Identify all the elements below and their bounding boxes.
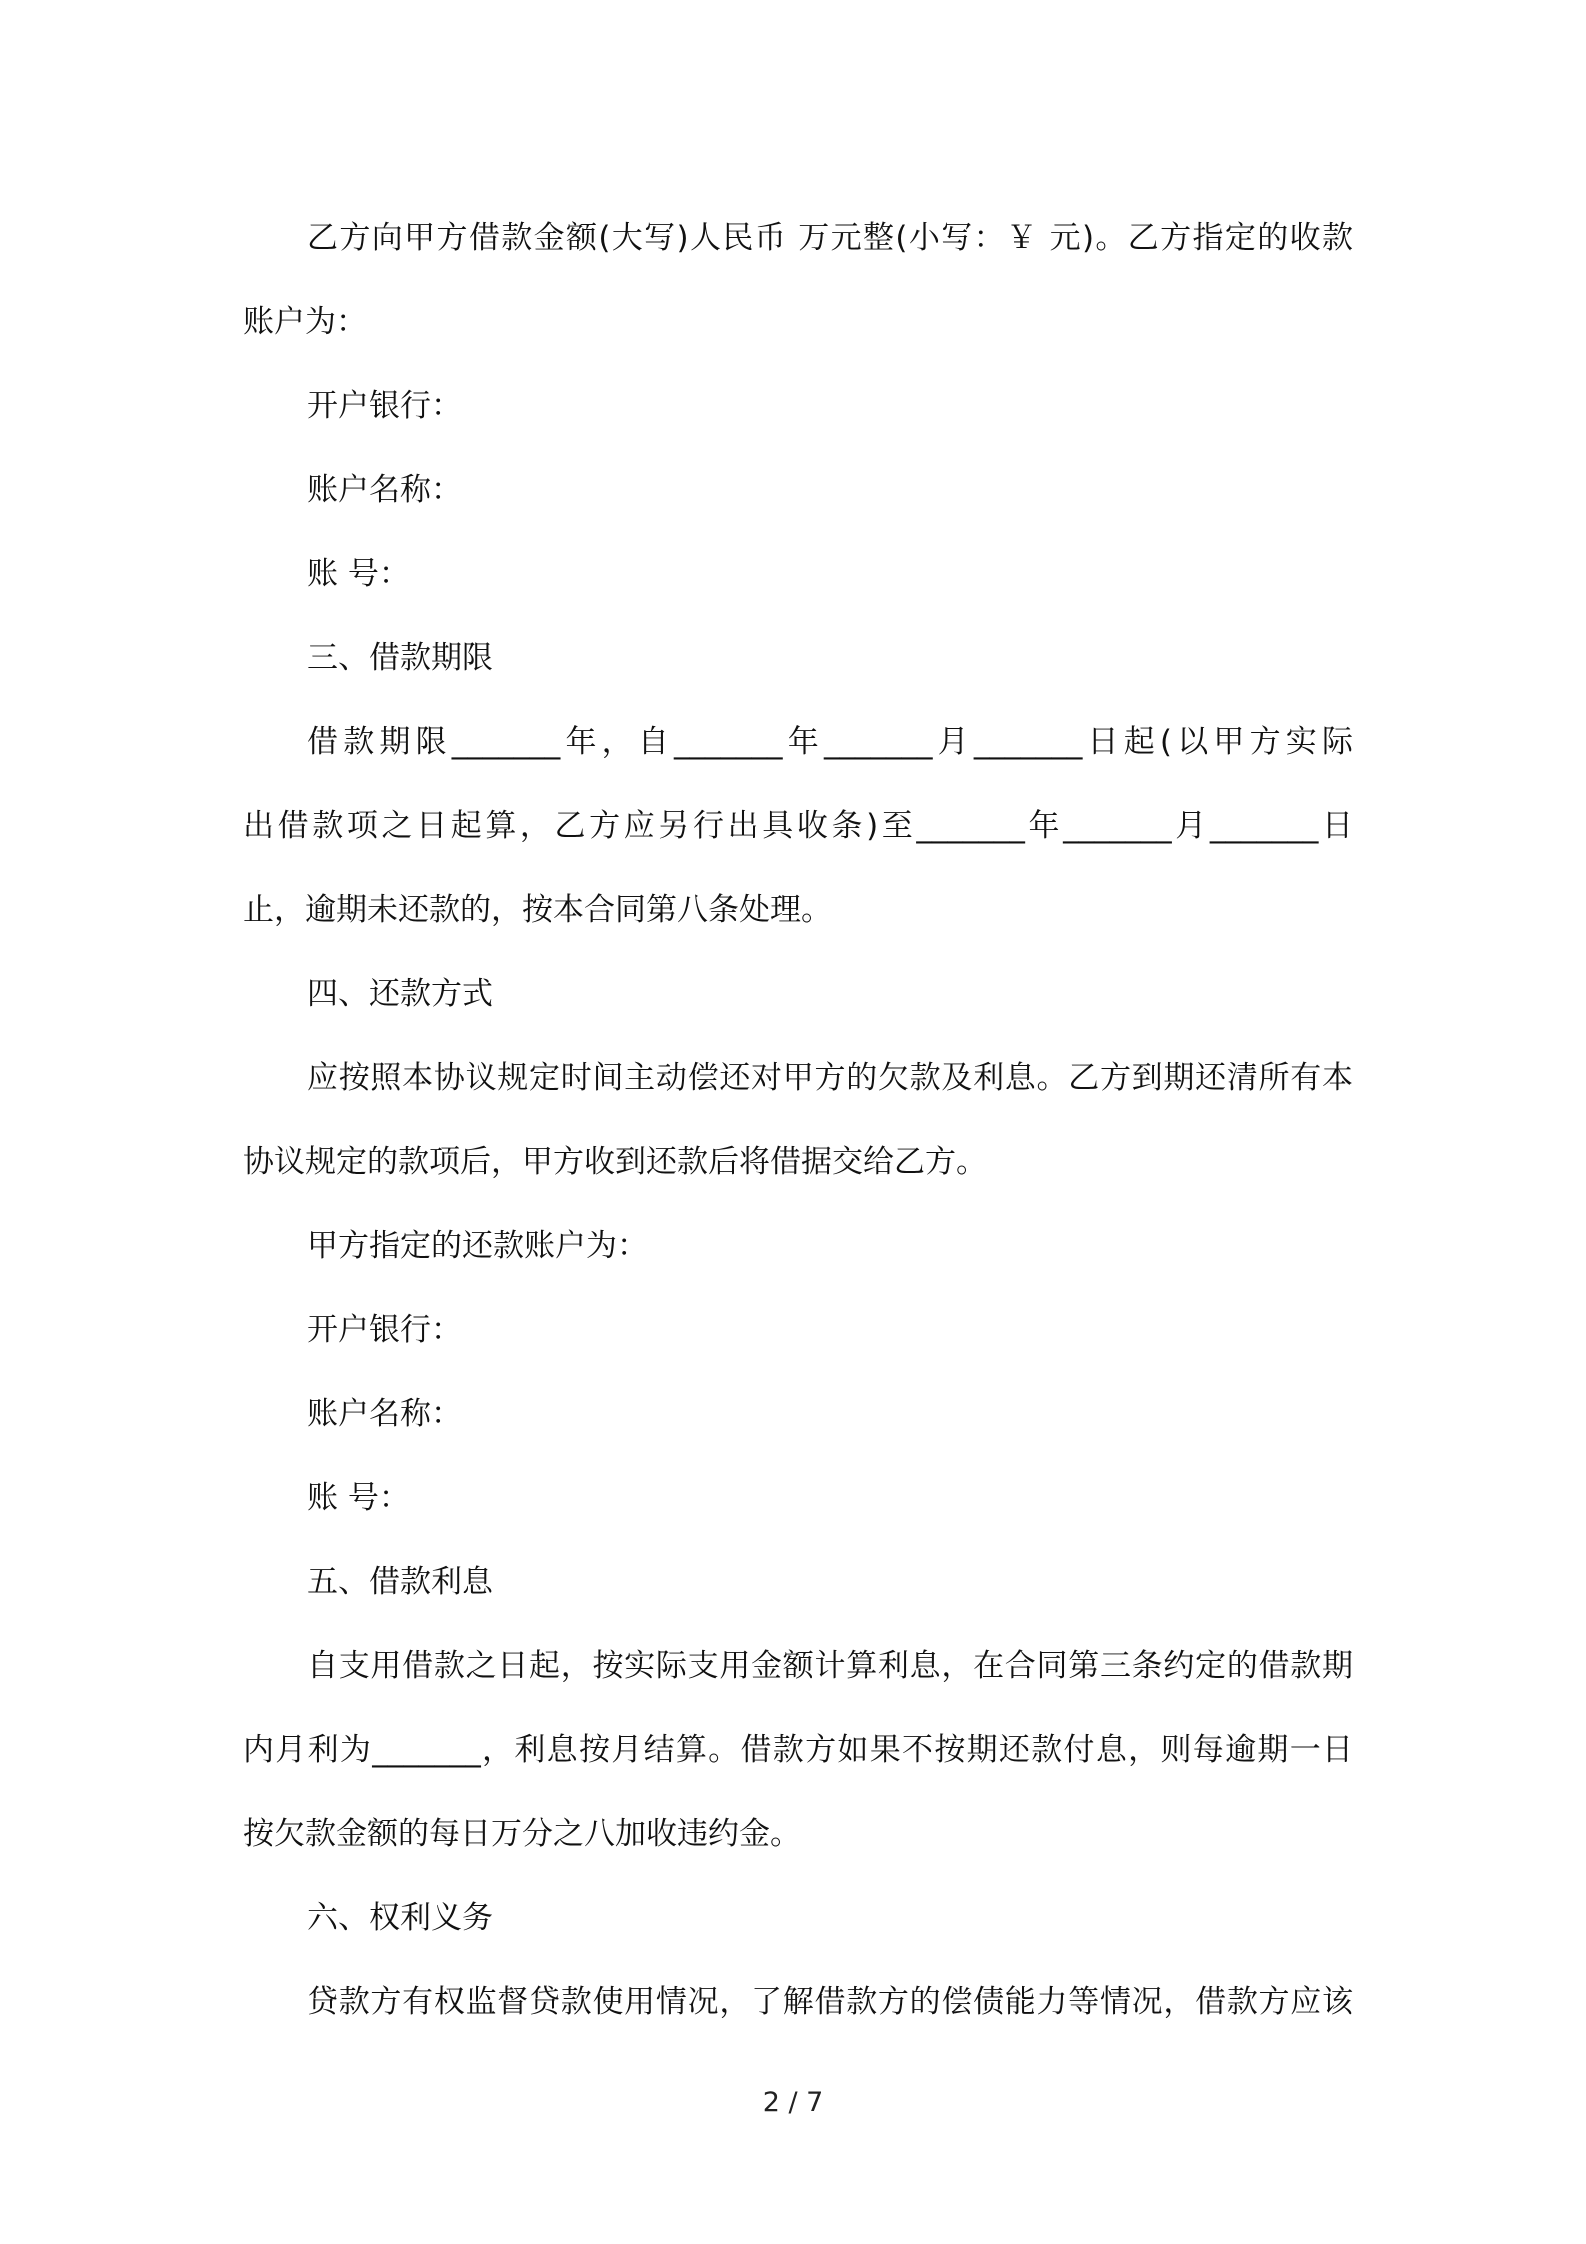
paragraph-line: 借款期限_______年，自_______年_______月_______日起(以甲方实际 bbox=[307, 724, 1353, 760]
paragraph-line: 出借款项之日起算，乙方应另行出具收条)至_______年_______月_______日 bbox=[243, 808, 1353, 844]
paragraph-line: 开户银行： bbox=[307, 388, 462, 424]
document-body bbox=[243, 196, 1353, 2044]
paragraph-line: 按欠款金额的每日万分之八加收违约金。 bbox=[243, 1816, 801, 1852]
paragraph-line: 账户名称： bbox=[307, 1396, 462, 1432]
paragraph-line: 自支用借款之日起，按实际支用金额计算利息，在合同第三条约定的借款期 bbox=[307, 1648, 1353, 1684]
page-number: 2 / 7 bbox=[762, 2087, 824, 2118]
paragraph-line: 应按照本协议规定时间主动偿还对甲方的欠款及利息。乙方到期还清所有本 bbox=[307, 1060, 1353, 1096]
paragraph-line: 账户名称： bbox=[307, 472, 462, 508]
paragraph-line: 开户银行： bbox=[307, 1312, 462, 1348]
section-heading: 四、还款方式 bbox=[307, 976, 493, 1012]
paragraph-line: 止，逾期未还款的，按本合同第八条处理。 bbox=[243, 892, 832, 928]
section-heading: 三、借款期限 bbox=[307, 640, 493, 676]
paragraph-line: 账户为： bbox=[243, 304, 367, 340]
paragraph-line: 贷款方有权监督贷款使用情况，了解借款方的偿债能力等情况，借款方应该 bbox=[307, 1984, 1353, 2020]
section-heading: 六、权利义务 bbox=[307, 1900, 493, 1936]
paragraph-line: 协议规定的款项后，甲方收到还款后将借据交给乙方。 bbox=[243, 1144, 987, 1180]
section-heading: 五、借款利息 bbox=[307, 1564, 493, 1600]
paragraph-line: 账 号： bbox=[307, 556, 410, 592]
paragraph-line: 甲方指定的还款账户为： bbox=[307, 1228, 648, 1264]
paragraph-line: 内月利为_______，利息按月结算。借款方如果不按期还款付息，则每逾期一日 bbox=[243, 1732, 1353, 1768]
paragraph-line: 账 号： bbox=[307, 1480, 410, 1516]
paragraph-line: 乙方向甲方借款金额(大写)人民币 万元整(小写：￥ 元)。乙方指定的收款 bbox=[307, 220, 1353, 256]
